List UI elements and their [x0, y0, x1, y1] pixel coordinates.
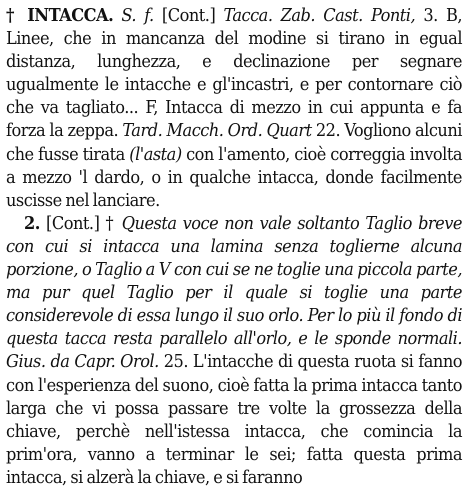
entry-intacca-definition [6, 4, 462, 212]
text-run: † INTACCA. [6, 5, 114, 26]
text-run: 22. Vogliono alcuni che fusse tirata [6, 120, 462, 165]
text-run: Gius. da Capr. Orol. [6, 351, 159, 373]
text-run: [Cont.] [153, 5, 224, 26]
text-run: [Cont.] † [39, 212, 122, 234]
text-run: (l'asta) [129, 143, 182, 165]
text-run: 25. L'intacche di questa ruota si fanno con l'esperienza del suono, cioè fatta la prima intacca tanto larga che vi possa passare tre volte la grossezza della chiave, perchè nell'istessa intacca, che comincia la prim'ora, vanno a terminar le sei; fatta questa prima intacca, si alzerà la chiave, e si faranno [6, 351, 463, 488]
text-run: 2. [24, 212, 40, 234]
entry-intacca-sense-2 [6, 212, 462, 489]
text-run: con l'amento, cioè correggia involta a mezzo 'l dardo, o in qualche intacca, donde facilmente uscisse nel lanciare. [6, 143, 462, 211]
text-run: Tacca. Zab. Cast. Ponti, [223, 5, 416, 26]
text-run: 3. B, Linee, che in mancanza del modine si tirano in egual distanza, lunghezza, e declinazione per segnare ugualmente le intacche e gl'incastri, e per contornare ciò che va tagliato... F, Intacca di mezzo in cui appunta e fa forza la zeppa. [6, 5, 463, 142]
text-run: Questa voce non vale soltanto Taglio breve con cui si intacca una lamina senza toglierne alcuna porzione, o Taglio a V con cui se ne toglie una piccola parte, ma pur quel Taglio per il quale si toglie una parte considerevole di essa lungo il suo orlo. Per lo più il fondo di questa tacca resta parallelo all'orlo, e le sponde normali. [6, 212, 462, 350]
text-run: S. f. [121, 5, 154, 26]
text-run: Tard. Macch. Ord. Quart [122, 120, 312, 142]
